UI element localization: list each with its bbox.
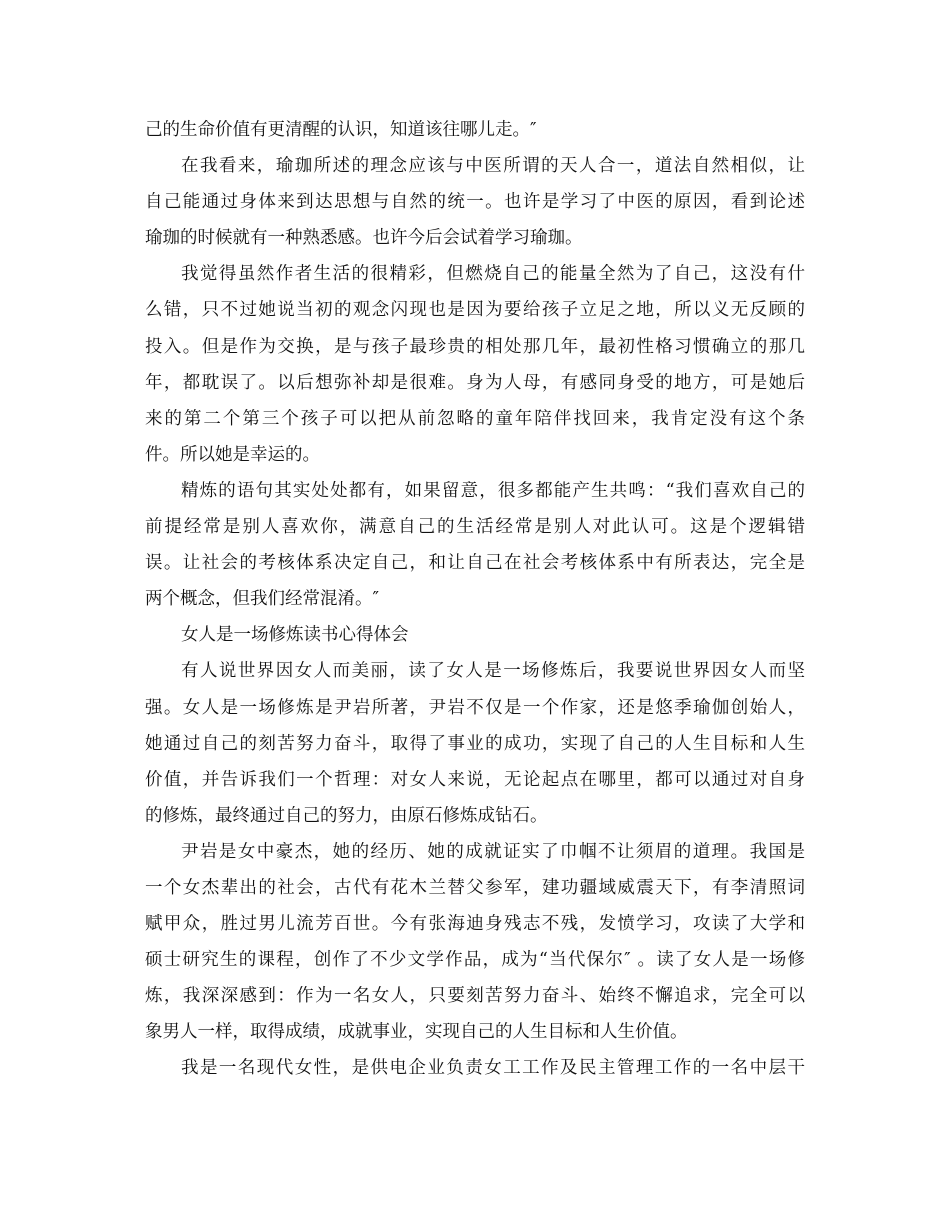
text-line: 有人说世界因女人而美丽，读了女人是一场修炼后，我要说世界因女人而坚 [181,661,805,682]
text-line: 自己能通过身体来到达思想与自然的统一。也许是学习了中医的原因，看到论述 [145,192,805,213]
text-line: 价值，并告诉我们一个哲理：对女人来说，无论起点在哪里，都可以通过对自身 [145,769,805,790]
text-line: 我觉得虽然作者生活的很精彩，但燃烧自己的能量全然为了自己，这没有什 [181,264,805,285]
text-line: 强。女人是一场修炼是尹岩所著，尹岩不仅是一个作家，还是悠季瑜伽创始人， [145,697,805,718]
text-line: 一个女杰辈出的社会，古代有花木兰替父参军，建功疆域威震天下，有李清照词 [145,877,805,898]
text-line: 件。所以她是幸运的。 [145,444,320,465]
text-line: 瑜珈的时候就有一种熟悉感。也许今后会试着学习瑜珈。 [145,228,583,249]
text-line: 在我看来，瑜珈所述的理念应该与中医所谓的天人合一，道法自然相似，让 [181,156,805,177]
text-line: 女人是一场修炼读书心得体会 [181,625,409,646]
text-line: 炼，我深深感到：作为一名女人，只要刻苦努力奋斗、始终不懈追求，完全可以 [145,986,805,1007]
text-line: 象男人一样，取得成绩，成就事业，实现自己的人生目标和人生价值。 [145,1022,688,1043]
text-line: 尹岩是女中豪杰，她的经历、她的成就证实了巾帼不让须眉的道理。我国是 [181,841,805,862]
text-line: 误。让社会的考核体系决定自己，和让自己在社会考核体系中有所表达，完全是 [145,553,805,574]
text-line: 前提经常是别人喜欢你，满意自己的生活经常是别人对此认可。这是个逻辑错 [145,517,805,538]
text-line: 己的生命价值有更清醒的认识，知道该往哪儿走。″ [145,120,537,140]
document-body [145,112,805,1087]
text-line: 投入。但是作为交换，是与孩子最珍贵的相处那几年，最初性格习惯确立的那几 [145,336,805,357]
text-line: 我是一名现代女性，是供电企业负责女工工作及民主管理工作的一名中层干 [181,1058,805,1079]
text-line: 的修炼，最终通过自己的努力，由原石修炼成钻石。 [145,805,548,826]
text-line: 么错，只不过她说当初的观念闪现也是因为要给孩子立足之地，所以义无反顾的 [145,300,805,321]
text-line: 来的第二个第三个孩子可以把从前忽略的童年陪伴找回来，我肯定没有这个条 [145,408,805,429]
text-line: 赋甲众，胜过男儿流芳百世。今有张海迪身残志不残，发愤学习，攻读了大学和 [145,914,805,935]
text-line: 两个概念，但我们经常混淆。″ [145,589,380,610]
text-line: 年，都耽误了。以后想弥补却是很难。身为人母，有感同身受的地方，可是她后 [145,372,805,393]
text-line: 硕士研究生的课程，创作了不少文学作品，成为“当代保尔″ 。读了女人是一场修 [145,950,805,971]
text-line: 精炼的语句其实处处都有，如果留意，很多都能产生共鸣：“我们喜欢自己的 [181,480,805,501]
text-line: 她通过自己的刻苦努力奋斗，取得了事业的成功，实现了自己的人生目标和人生 [145,733,805,754]
